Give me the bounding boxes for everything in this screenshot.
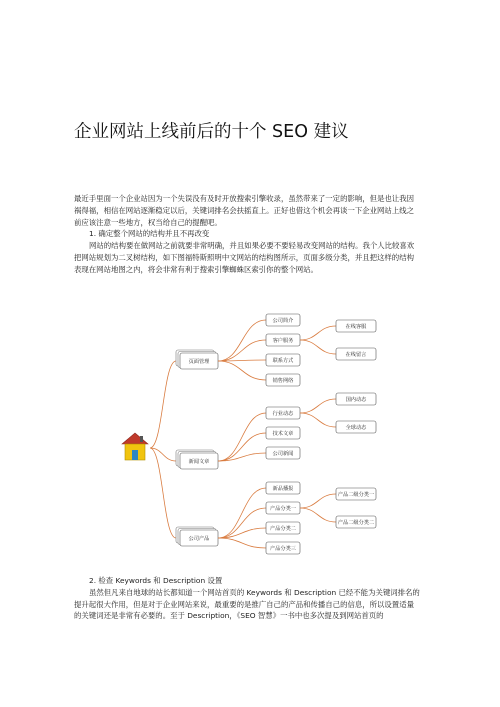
house-icon-chimney: [140, 436, 143, 442]
tree-node-level2-label: 行业动态: [272, 411, 294, 417]
tree-node-level2-label: 产品分类三: [270, 546, 296, 552]
connector-line: [300, 340, 336, 354]
tree-node-level2-label: 技术文章: [272, 431, 294, 437]
connector-line: [300, 494, 336, 508]
text-line: 前应该注意一些地方，权当给自己的提醒吧。: [74, 217, 222, 227]
tree-node-level2-label: 公司新闻: [272, 451, 294, 457]
connector-line: [218, 413, 266, 461]
connector-line: [300, 326, 336, 340]
tree-node-level3-label: 在线客服: [345, 324, 367, 330]
tree-node-level2-label: 联系方式: [272, 358, 294, 364]
text-line: 虽然但凡来自地球的站长都知道一个网站首页的 Keywords 和 Description 已经不能为关键词排名的: [89, 587, 420, 597]
text-line: 的关键词还是非常有必要的。至于 Description，《SEO 智慧》一书中也多次提及到网站首页的: [74, 611, 384, 621]
text-line: 网站的结构要在做网站之前就要非常明确，并且如果必要不要轻易改变网站的结构。我个人比较喜欢: [89, 241, 415, 251]
intro-section: [74, 193, 430, 276]
connector-line: [150, 448, 176, 538]
text-line: 祸得福，相信在网站逐渐稳定以后，关键词排名会扶摇直上。正好也借这个机会再谈一下企业网站上线之: [74, 205, 414, 215]
section-2: [74, 575, 430, 622]
house-icon: [122, 433, 148, 444]
tree-node-level1-label: 页面管理: [188, 359, 210, 365]
tree-node-level3-label: 产品二级分类二: [337, 520, 375, 526]
text-line: 提升起很大作用，但是对于企业网站来说，最重要的是推广自己的产品和传播自己的信息，所以设置适量: [74, 599, 414, 609]
connector-line: [300, 399, 336, 413]
tree-node-level1-label: 公司产品: [188, 536, 210, 542]
connector-line: [150, 361, 176, 448]
tree-node-level2-label: 产品分类一: [270, 506, 296, 512]
connector-line: [300, 508, 336, 522]
connector-line: [218, 361, 266, 380]
site-structure-diagram: [118, 310, 402, 572]
tree-node-level3-label: 全球动态: [345, 425, 367, 431]
text-line: 最近手里面一个企业站因为一个失误没有及时开放搜索引擎收录，虽然带来了一定的影响，但是也让我因: [74, 194, 414, 203]
section-heading-2: 2. 检查 Keywords 和 Description 设置: [89, 576, 223, 585]
house-icon-door: [132, 450, 138, 460]
tree-node-level2-label: 产品分类二: [270, 526, 296, 532]
tree-node-level2-label: 新品播报: [272, 486, 294, 492]
text-line: 把网站规划为二叉树结构，如下图福特斯照明中文网站的结构图所示，页面多级分类，并且把这样的结构: [74, 252, 414, 262]
tree-node-level2-label: 公司简介: [272, 318, 294, 324]
page-title: 企业网站上线前后的十个 SEO 建议: [74, 122, 349, 142]
connector-line: [218, 340, 266, 361]
tree-node-level3-label: 产品二级分类一: [337, 492, 375, 498]
connector-line: [218, 488, 266, 538]
tree-node-level3-label: 在线留言: [345, 352, 367, 358]
connector-line: [150, 448, 176, 461]
tree-node-level2-label: 客户服务: [272, 338, 294, 344]
connector-line: [300, 413, 336, 427]
tree-node-level1-label: 新闻文章: [188, 459, 210, 465]
connector-line: [218, 538, 266, 548]
section-heading-1: 1. 确定整个网站的结构并且不再改变: [89, 229, 210, 239]
tree-node-level2-label: 销售网络: [272, 378, 294, 384]
text-line: 表现在网站地图之内，将会非常有利于搜索引擎蜘蛛区索引你的整个网站。: [74, 264, 318, 274]
tree-node-level3-label: 国内动态: [345, 397, 367, 403]
